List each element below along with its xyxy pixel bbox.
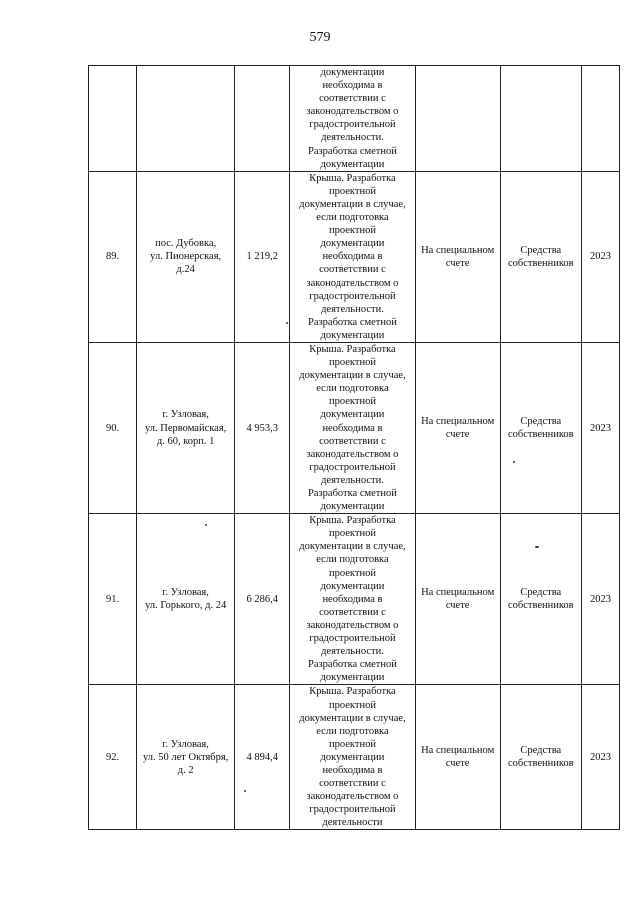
work-description-cell: Крыша. Разработка проектной документации в случае, если подготовка проектной документации необходима в соответствии с законодательством о градостроительной деятельности. Разработка сметной документации [290, 171, 415, 342]
account-type-cell [415, 66, 500, 172]
page-number: 579 [309, 30, 331, 45]
scan-speck [286, 322, 288, 324]
area-cell [235, 66, 290, 172]
table-row [89, 685, 620, 830]
address-cell [137, 66, 235, 172]
scan-speck [244, 790, 246, 792]
year-cell: 2023 [581, 171, 619, 342]
account-type-cell: На специальном счете [415, 514, 500, 685]
work-description-cell: Крыша. Разработка проектной документации в случае, если подготовка проектной документации необходима в соответствии с законодательством о градостроительной деятельности [290, 685, 415, 830]
funding-source-cell: Средства собственников [500, 514, 581, 685]
work-description-cell: Крыша. Разработка проектной документации в случае, если подготовка проектной документации необходима в соответствии с законодательством о градостроительной деятельности. Разработка сметной документации [290, 342, 415, 513]
scan-speck [205, 524, 207, 526]
row-number-cell [89, 66, 137, 172]
funding-source-cell: Средства собственников [500, 342, 581, 513]
area-cell: 4 894,4 [235, 685, 290, 830]
address-cell: пос. Дубовка, ул. Пионерская, д.24 [137, 171, 235, 342]
funding-source-cell: Средства собственников [500, 685, 581, 830]
address-cell: г. Узловая, ул. 50 лет Октября, д. 2 [137, 685, 235, 830]
scan-speck [535, 546, 539, 548]
year-cell: 2023 [581, 514, 619, 685]
row-number-cell: 89. [89, 171, 137, 342]
funding-source-cell [500, 66, 581, 172]
area-cell: 1 219,2 [235, 171, 290, 342]
table-row [89, 66, 620, 172]
address-cell: г. Узловая, ул. Первомайская, д. 60, корп. 1 [137, 342, 235, 513]
year-cell [581, 66, 619, 172]
scan-speck [513, 461, 515, 463]
account-type-cell: На специальном счете [415, 171, 500, 342]
year-cell: 2023 [581, 342, 619, 513]
area-cell: 6 286,4 [235, 514, 290, 685]
account-type-cell: На специальном счете [415, 685, 500, 830]
funding-source-cell: Средства собственников [500, 171, 581, 342]
row-number-cell: 90. [89, 342, 137, 513]
table-row [89, 342, 620, 513]
area-cell: 4 953,3 [235, 342, 290, 513]
work-description-cell: документации необходима в соответствии с законодательством о градостроительной деятельности. Разработка сметной документации [290, 66, 415, 172]
account-type-cell: На специальном счете [415, 342, 500, 513]
address-cell: г. Узловая, ул. Горького, д. 24 [137, 514, 235, 685]
row-number-cell: 92. [89, 685, 137, 830]
year-cell: 2023 [581, 685, 619, 830]
table-row [89, 171, 620, 342]
row-number-cell: 91. [89, 514, 137, 685]
work-description-cell: Крыша. Разработка проектной документации в случае, если подготовка проектной документации необходима в соответствии с законодательством о градостроительной деятельности. Разработка сметной документации [290, 514, 415, 685]
table-row [89, 514, 620, 685]
capital-repair-table [88, 65, 620, 830]
